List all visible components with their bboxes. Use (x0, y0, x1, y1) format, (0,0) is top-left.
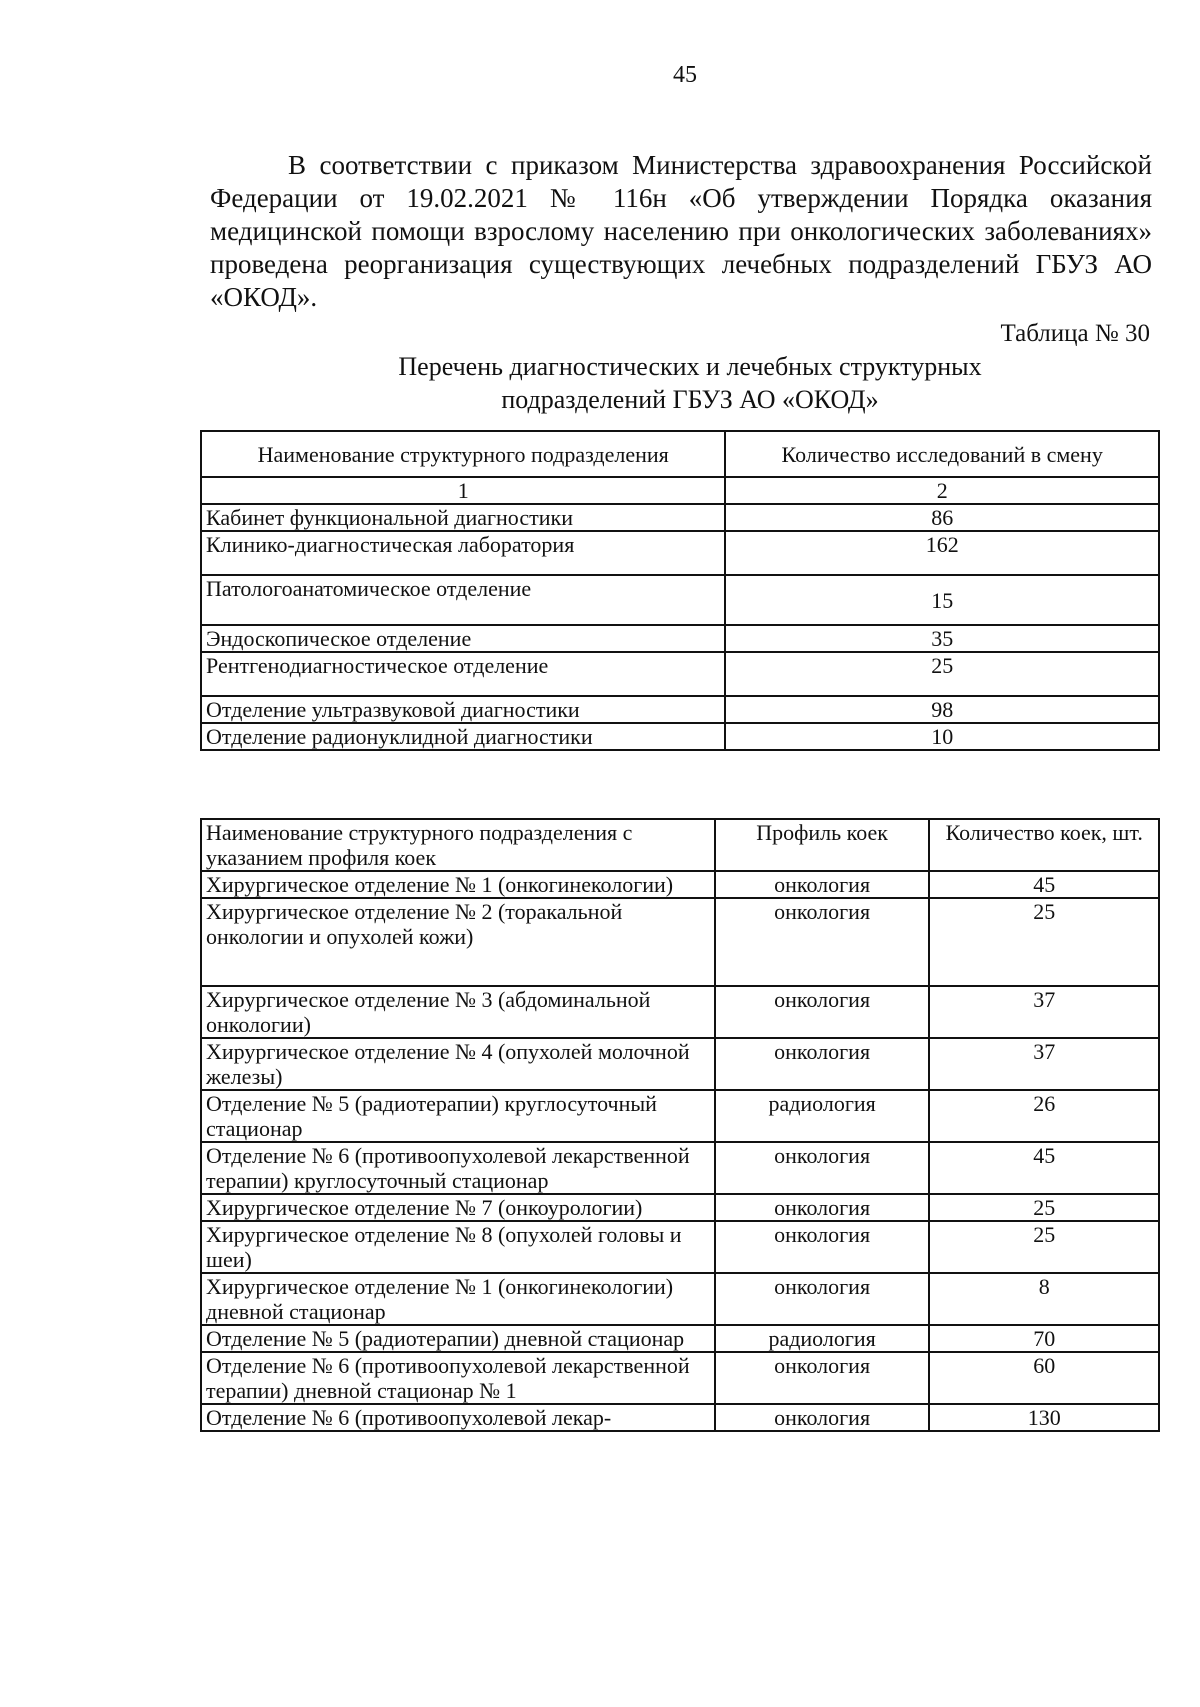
bed-profile: онкология (715, 1404, 930, 1431)
table-row (201, 871, 1159, 898)
table-row (201, 1352, 1159, 1404)
beds-header-row (201, 819, 1159, 871)
department-name: Отделение № 6 (противоопухолевой лекарственной терапии) круглосуточный стационар (201, 1142, 715, 1194)
table-row (201, 575, 1159, 625)
bed-count: 45 (929, 1142, 1159, 1194)
page-number: 45 (673, 62, 697, 88)
department-name: Отделение № 6 (противоопухолевой лекар- (201, 1404, 715, 1431)
bed-count: 25 (929, 898, 1159, 986)
table-row (201, 1090, 1159, 1142)
study-count: 15 (725, 575, 1159, 625)
department-name: Хирургическое отделение № 2 (торакальной онкологии и опухолей кожи) (201, 898, 715, 986)
bed-count: 25 (929, 1194, 1159, 1221)
department-name: Хирургическое отделение № 7 (онкоурологии) (201, 1194, 715, 1221)
department-name: Патологоанатомическое отделение (201, 575, 725, 625)
header-cell-count: Количество исследований в смену (725, 431, 1159, 477)
bed-count: 26 (929, 1090, 1159, 1142)
department-name: Отделение ультразвуковой диагностики (201, 696, 725, 723)
bed-profile: онкология (715, 1142, 930, 1194)
study-count: 35 (725, 625, 1159, 652)
bed-count: 60 (929, 1352, 1159, 1404)
table-row (201, 1273, 1159, 1325)
diagnostic-header-row (201, 431, 1159, 477)
header-cell-bed-count: Количество коек, шт. (929, 819, 1159, 871)
column-number-1: 1 (201, 477, 725, 504)
bed-count: 37 (929, 986, 1159, 1038)
study-count: 162 (725, 531, 1159, 575)
table-title-line-1: Перечень диагностических и лечебных структурных (398, 352, 982, 381)
table-row (201, 1325, 1159, 1352)
bed-count: 130 (929, 1404, 1159, 1431)
table-row (201, 531, 1159, 575)
study-count: 10 (725, 723, 1159, 750)
department-name: Эндоскопическое отделение (201, 625, 725, 652)
department-name: Хирургическое отделение № 8 (опухолей головы и шеи) (201, 1221, 715, 1273)
department-name: Хирургическое отделение № 3 (абдоминальной онкологии) (201, 986, 715, 1038)
bed-count: 45 (929, 871, 1159, 898)
table-title-line-2: подразделений ГБУЗ АО «ОКОД» (501, 385, 879, 414)
department-name: Клинико-диагностическая лаборатория (201, 531, 725, 575)
bed-profile: онкология (715, 1038, 930, 1090)
department-name: Хирургическое отделение № 1 (онкогинекологии) дневной стационар (201, 1273, 715, 1325)
table-row (201, 504, 1159, 531)
header-cell-name: Наименование структурного подразделения с указанием профиля коек (201, 819, 715, 871)
table-row (201, 652, 1159, 696)
bed-profile: онкология (715, 986, 930, 1038)
table-row (201, 1194, 1159, 1221)
study-count: 25 (725, 652, 1159, 696)
study-count: 86 (725, 504, 1159, 531)
bed-profile: онкология (715, 1352, 930, 1404)
department-name: Кабинет функциональной диагностики (201, 504, 725, 531)
department-name: Отделение № 5 (радиотерапии) дневной стационар (201, 1325, 715, 1352)
bed-profile: онкология (715, 1194, 930, 1221)
bed-profile: радиология (715, 1325, 930, 1352)
department-name: Хирургическое отделение № 1 (онкогинекологии) (201, 871, 715, 898)
bed-profile: онкология (715, 898, 930, 986)
header-cell-profile: Профиль коек (715, 819, 930, 871)
study-count: 98 (725, 696, 1159, 723)
column-number-2: 2 (725, 477, 1159, 504)
bed-count: 37 (929, 1038, 1159, 1090)
intro-paragraph: В соответствии с приказом Министерства здравоохранения Российской Федерации от 19.02.2021 № 116н «Об утверждении Порядка оказания медицинской помощи взрослому населению при онкологических заболеваниях» проведена реорганизация существующих лечебных подразделений ГБУЗ АО «ОКОД». (210, 150, 1152, 312)
table-row (201, 1142, 1159, 1194)
bed-count: 70 (929, 1325, 1159, 1352)
table-row (201, 723, 1159, 750)
bed-profile: онкология (715, 871, 930, 898)
table-row (201, 1038, 1159, 1090)
table-row (201, 696, 1159, 723)
department-name: Отделение № 5 (радиотерапии) круглосуточный стационар (201, 1090, 715, 1142)
diagnostic-table (200, 430, 1160, 751)
department-name: Хирургическое отделение № 4 (опухолей молочной железы) (201, 1038, 715, 1090)
table-row (201, 625, 1159, 652)
table-title (340, 350, 1040, 416)
table-row (201, 898, 1159, 986)
bed-profile: онкология (715, 1273, 930, 1325)
header-cell-name: Наименование структурного подразделения (201, 431, 725, 477)
beds-table (200, 818, 1160, 1432)
department-name: Отделение радионуклидной диагностики (201, 723, 725, 750)
table-row (201, 986, 1159, 1038)
department-name: Рентгенодиагностическое отделение (201, 652, 725, 696)
bed-count: 25 (929, 1221, 1159, 1273)
department-name: Отделение № 6 (противоопухолевой лекарственной терапии) дневной стационар № 1 (201, 1352, 715, 1404)
column-number-row (201, 477, 1159, 504)
bed-count: 8 (929, 1273, 1159, 1325)
bed-profile: радиология (715, 1090, 930, 1142)
table-label: Таблица № 30 (1000, 320, 1150, 347)
bed-profile: онкология (715, 1221, 930, 1273)
table-row (201, 1404, 1159, 1431)
table-row (201, 1221, 1159, 1273)
